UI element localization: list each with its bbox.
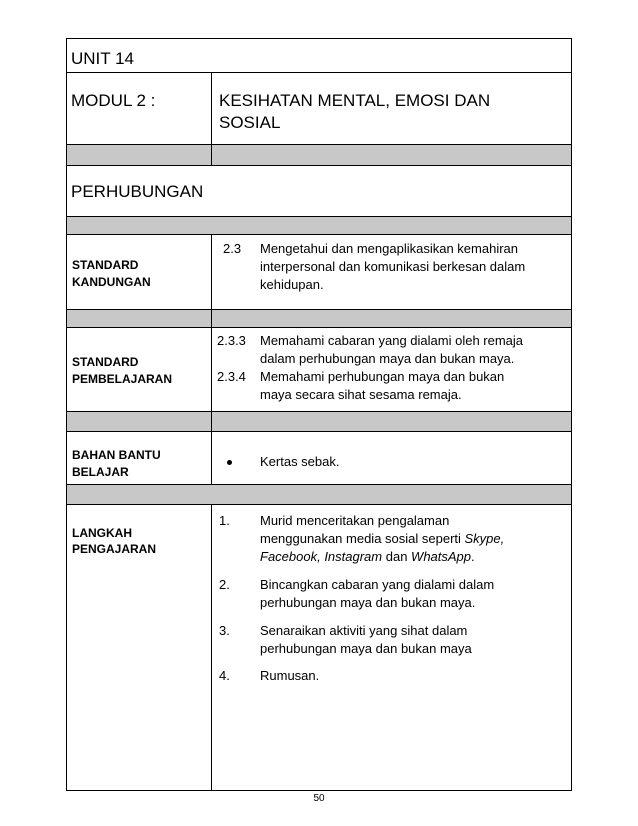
step-1-line-3 bbox=[260, 548, 475, 566]
unit-title: UNIT 14 bbox=[71, 49, 134, 68]
standard-pembelajaran-number-2: 2.3.4 bbox=[217, 369, 246, 384]
standard-kandungan-text-3: kehidupan. bbox=[260, 277, 324, 292]
skype-text: Skype, bbox=[464, 531, 505, 546]
facebook-instagram-text: Facebook, Instagram bbox=[260, 549, 383, 564]
modul-title-line2: SOSIAL bbox=[219, 113, 281, 132]
standard-kandungan-text-2: interpersonal dan komunikasi berkesan dalam bbox=[260, 259, 526, 274]
column-divider bbox=[211, 310, 212, 327]
bahan-bantu-label-1: BAHAN BANTU bbox=[72, 448, 161, 462]
step-1-line-2 bbox=[260, 530, 504, 548]
standard-pembelajaran-text-1b: dalam perhubungan maya dan bukan maya. bbox=[260, 351, 515, 366]
topic-row bbox=[67, 166, 571, 217]
modul-row bbox=[67, 73, 571, 145]
standard-kandungan-label-2: KANDUNGAN bbox=[72, 275, 151, 289]
standard-kandungan-row bbox=[67, 235, 571, 310]
column-divider bbox=[211, 505, 212, 790]
standard-pembelajaran-text-2b: maya secara sihat sesama remaja. bbox=[260, 387, 462, 402]
column-divider bbox=[211, 145, 212, 165]
standard-pembelajaran-text-2a: Memahami perhubungan maya dan bukan bbox=[260, 369, 505, 384]
bahan-bantu-label-2: BELAJAR bbox=[72, 465, 129, 479]
step-2-line-1: Bincangkan cabaran yang dialami dalam bbox=[260, 577, 495, 592]
modul-title-line1: KESIHATAN MENTAL, EMOSI DAN bbox=[219, 91, 491, 110]
dan-text: dan bbox=[382, 549, 412, 564]
column-divider bbox=[211, 412, 212, 431]
bahan-bantu-item: Kertas sebak. bbox=[260, 454, 340, 469]
page-number: 50 bbox=[313, 793, 325, 804]
step-4-line-1: Rumusan. bbox=[260, 668, 320, 683]
bahan-bantu-row bbox=[67, 432, 571, 485]
standard-pembelajaran-text-1a: Memahami cabaran yang dialami oleh remaja bbox=[260, 333, 524, 348]
langkah-pengajaran-row bbox=[67, 505, 571, 790]
column-divider bbox=[211, 73, 212, 144]
topic-title: PERHUBUNGAN bbox=[71, 182, 204, 201]
standard-pembelajaran-label-2: PEMBELAJARAN bbox=[72, 372, 173, 386]
bullet-icon bbox=[227, 460, 232, 465]
step-1-line-1: Murid menceritakan pengalaman bbox=[260, 513, 450, 528]
column-divider bbox=[211, 328, 212, 411]
spacer-row bbox=[67, 217, 571, 235]
step-number-1: 1. bbox=[219, 513, 230, 528]
lesson-plan-table bbox=[66, 38, 572, 791]
unit-row bbox=[67, 39, 571, 73]
standard-pembelajaran-number-1: 2.3.3 bbox=[217, 333, 246, 348]
langkah-label-1: LANGKAH bbox=[72, 526, 132, 540]
step-1-period: . bbox=[471, 549, 475, 564]
step-1-line-2-prefix: menggunakan media sosial seperti bbox=[260, 531, 465, 546]
step-3-line-1: Senaraikan aktiviti yang sihat dalam bbox=[260, 623, 468, 638]
standard-kandungan-text-1: Mengetahui dan mengaplikasikan kemahiran bbox=[260, 241, 518, 256]
spacer-row bbox=[67, 485, 571, 505]
standard-kandungan-number: 2.3 bbox=[223, 241, 242, 256]
column-divider bbox=[211, 235, 212, 309]
standard-pembelajaran-label-1: STANDARD bbox=[72, 355, 139, 369]
spacer-row bbox=[67, 310, 571, 328]
step-number-3: 3. bbox=[219, 623, 230, 638]
step-number-2: 2. bbox=[219, 577, 230, 592]
column-divider bbox=[211, 432, 212, 484]
langkah-label-2: PENGAJARAN bbox=[72, 542, 157, 556]
step-number-4: 4. bbox=[219, 668, 230, 683]
whatsapp-text: WhatsApp bbox=[411, 549, 472, 564]
standard-pembelajaran-row bbox=[67, 328, 571, 412]
spacer-row bbox=[67, 412, 571, 432]
step-2-line-2: perhubungan maya dan bukan maya. bbox=[260, 595, 476, 610]
standard-kandungan-label-1: STANDARD bbox=[72, 258, 139, 272]
step-3-line-2: perhubungan maya dan bukan maya bbox=[260, 641, 472, 656]
spacer-row bbox=[67, 145, 571, 166]
modul-label: MODUL 2 : bbox=[71, 91, 156, 110]
